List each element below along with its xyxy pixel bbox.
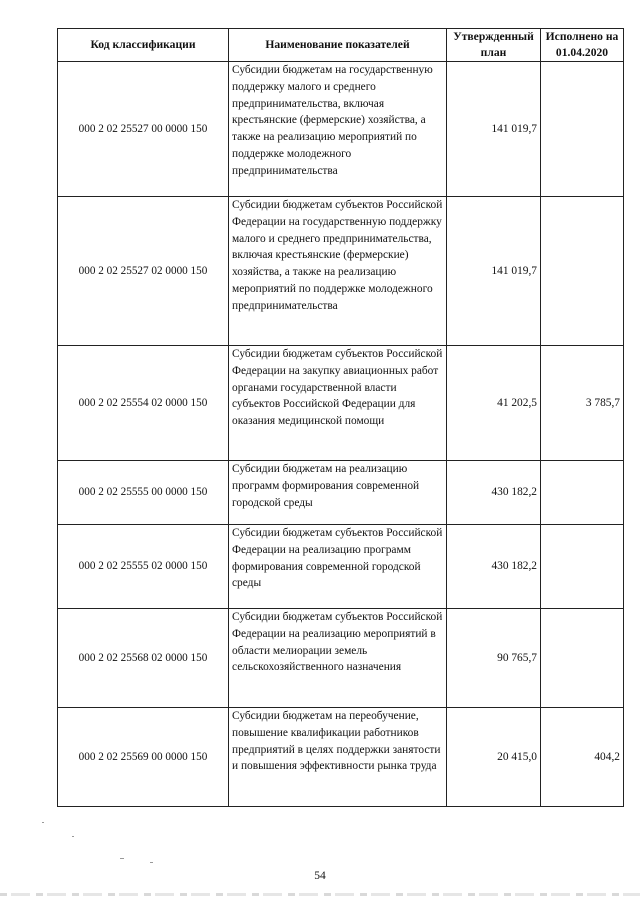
classification-code: 000 2 02 25527 02 0000 150 <box>58 197 229 346</box>
indicator-name: Субсидии бюджетам на государственную поддержку малого и среднего предпринимательства, включая крестьянские (фермерские) хозяйства, а также на реализацию мероприятий по поддержке молодежного предпринимательства <box>229 62 447 197</box>
planned-amount: 141 019,7 <box>447 62 541 197</box>
classification-code: 000 2 02 25554 02 0000 150 <box>58 346 229 461</box>
executed-amount <box>541 609 624 708</box>
classification-code: 000 2 02 25569 00 0000 150 <box>58 708 229 807</box>
executed-amount <box>541 525 624 609</box>
scan-speck <box>72 836 74 837</box>
classification-code: 000 2 02 25555 00 0000 150 <box>58 461 229 525</box>
planned-amount: 430 182,2 <box>447 525 541 609</box>
budget-table <box>57 28 624 807</box>
planned-amount: 430 182,2 <box>447 461 541 525</box>
table-row <box>58 525 624 609</box>
table-row <box>58 62 624 197</box>
indicator-name: Субсидии бюджетам субъектов Российской Федерации на реализацию программ формирования современной городской среды <box>229 525 447 609</box>
table-row <box>58 346 624 461</box>
planned-amount: 90 765,7 <box>447 609 541 708</box>
header-code: Код классификации <box>58 29 229 62</box>
scan-speck <box>120 858 124 859</box>
planned-amount: 41 202,5 <box>447 346 541 461</box>
classification-code: 000 2 02 25527 00 0000 150 <box>58 62 229 197</box>
executed-amount <box>541 197 624 346</box>
scan-artifact-line <box>0 893 640 896</box>
executed-amount: 404,2 <box>541 708 624 807</box>
header-name: Наименование показателей <box>229 29 447 62</box>
table-row <box>58 708 624 807</box>
table-row <box>58 609 624 708</box>
indicator-name: Субсидии бюджетам субъектов Российской Федерации на закупку авиационных работ органами государственной власти субъектов Российской Федерации для оказания медицинской помощи <box>229 346 447 461</box>
indicator-name: Субсидии бюджетам на переобучение, повышение квалификации работников предприятий в целях поддержки занятости и повышения эффективности рынка труда <box>229 708 447 807</box>
executed-amount: 3 785,7 <box>541 346 624 461</box>
executed-amount <box>541 461 624 525</box>
header-plan: Утвержденный план <box>447 29 541 62</box>
indicator-name: Субсидии бюджетам субъектов Российской Федерации на реализацию мероприятий в области мелиорации земель сельскохозяйственного назначения <box>229 609 447 708</box>
header-done: Исполнено на 01.04.2020 <box>541 29 624 62</box>
scan-speck <box>42 822 44 823</box>
scan-speck <box>150 862 153 863</box>
planned-amount: 20 415,0 <box>447 708 541 807</box>
table-header-row <box>58 29 624 62</box>
indicator-name: Субсидии бюджетам субъектов Российской Федерации на государственную поддержку малого и среднего предпринимательства, включая крестьянские (фермерские) хозяйства, а также на реализацию мероприятий по поддержке молодежного предпринимательства <box>229 197 447 346</box>
classification-code: 000 2 02 25555 02 0000 150 <box>58 525 229 609</box>
table-row <box>58 197 624 346</box>
indicator-name: Субсидии бюджетам на реализацию программ формирования современной городской среды <box>229 461 447 525</box>
planned-amount: 141 019,7 <box>447 197 541 346</box>
classification-code: 000 2 02 25568 02 0000 150 <box>58 609 229 708</box>
page-number: 54 <box>314 870 326 882</box>
executed-amount <box>541 62 624 197</box>
table-row <box>58 461 624 525</box>
